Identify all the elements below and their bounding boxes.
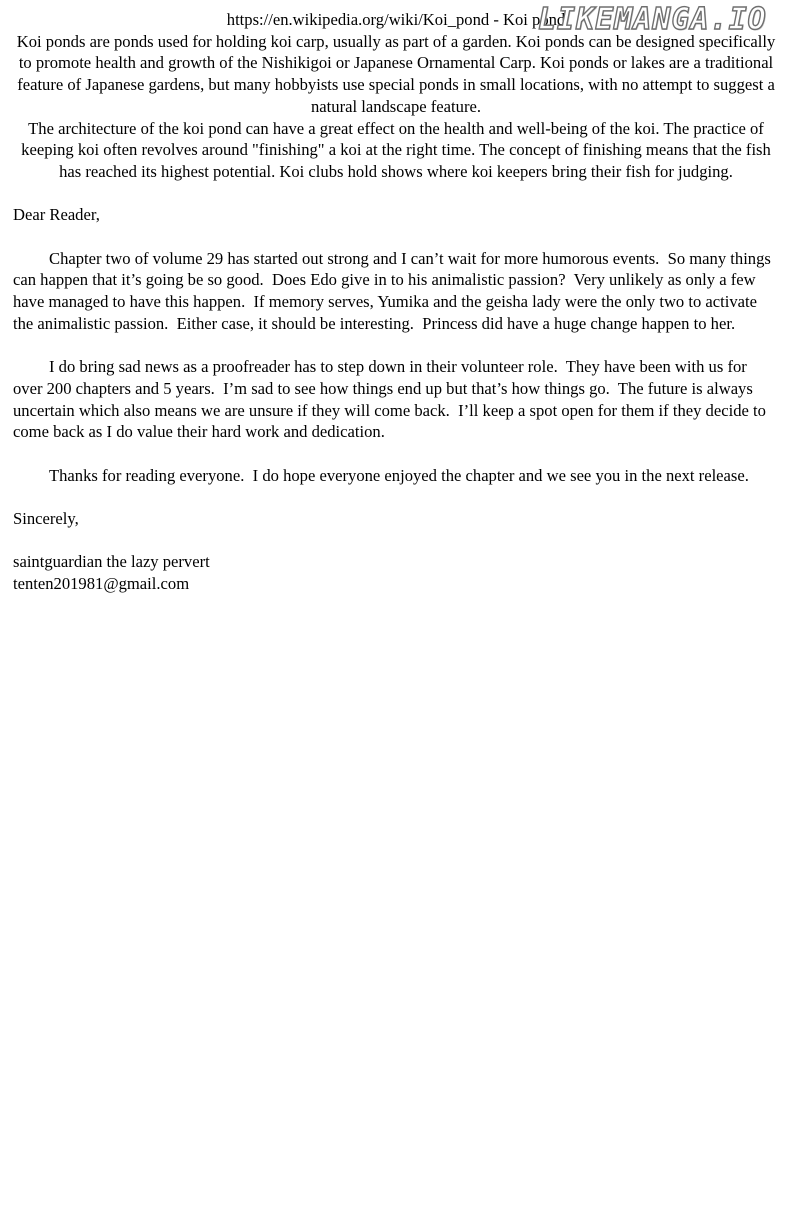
letter-paragraph-3: Thanks for reading everyone. I do hope everyone enjoyed the chapter and we see you in the next release. [49, 465, 749, 485]
closing: Sincerely, [13, 509, 79, 529]
koi-pond-paragraph-1: Koi ponds are ponds used for holding koi carp, usually as part of a garden. Koi ponds can be designed specifically to promote health and growth of the Nishikigoi or Japanese Ornamental Carp. Koi ponds or lakes are a traditional feature of Japanese gardens, but many hobbyists use special ponds in small locations, with no attempt to suggest a natural landscape feature. [16, 31, 776, 116]
source-url-line: https://en.wikipedia.org/wiki/Koi_pond - Koi pond [226, 10, 566, 29]
document-page [0, 9, 792, 595]
koi-pond-paragraph-2: The architecture of the koi pond can have a great effect on the health and well-being of the koi. The practice of keeping koi often revolves around "finishing" a koi at the right time. The concept of finishing means that the fish has reached its highest potential. Koi clubs hold shows where koi keepers bring their fish for judging. [21, 118, 771, 181]
letter-paragraph-2: I do bring sad news as a proofreader has to step down in their volunteer role. They have been with us for over 200 chapters and 5 years. I’m sad to see how things end up but that’s how things go. The future is always uncertain which also means we are unsure if they will come back. I’ll keep a spot open for them if they decide to come back as I do value their hard work and dedication. [13, 357, 771, 442]
letter-paragraph-1: Chapter two of volume 29 has started out strong and I can’t wait for more humorous events. So many things can happen that it’s going be so good. Does Edo give in to his animalistic passion? Very unlikely as only a few have managed to have this happen. If memory serves, Yumika and the geisha lady were the only two to activate the animalistic passion. Either case, it should be interesting. Princess did have a huge change happen to her. [13, 248, 776, 333]
site-watermark: LIKEMANGA.IO [538, 2, 767, 37]
letter-body [0, 204, 792, 595]
signature-name: saintguardian the lazy pervert [13, 552, 210, 572]
signature-email: tenten201981@gmail.com [13, 574, 190, 594]
salutation: Dear Reader, [13, 205, 100, 225]
